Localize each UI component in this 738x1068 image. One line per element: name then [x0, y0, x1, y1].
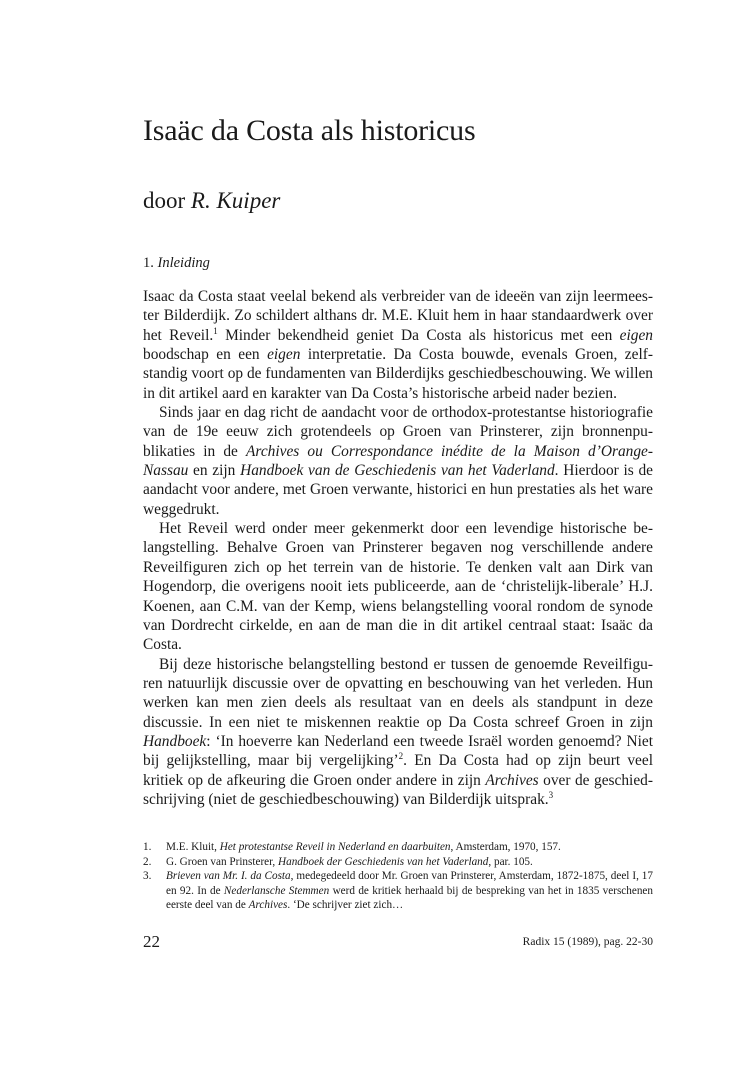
italic-text: Handboek [143, 732, 207, 750]
italic-text: eigen [267, 346, 301, 364]
article-author [143, 188, 280, 214]
text-run: over de geschiedschrijving (niet de geschiedbeschouwing) van Bilderdijk uitsprak. [143, 771, 653, 808]
footnotes [143, 840, 653, 913]
text-run: en zijn [188, 462, 241, 480]
text-run: G. Groen van Prinsterer, [166, 855, 279, 868]
footnote-text [166, 869, 653, 913]
italic-text: Archives [248, 899, 288, 912]
text-run: . En Da Costa had op zijn beurt veel kritiek op de afkeuring die Groen onder andere in zijn [143, 752, 653, 789]
text-run: boodschap en een [143, 346, 268, 364]
footnote-number: 2. [143, 855, 152, 868]
text-run: Sinds jaar en dag richt de aandacht voor de orthodox-protestantse historiografie van de 19e eeuw zich grotendeels op Groen van Prinsterer, zijn bronnenpublikaties in de [143, 404, 653, 460]
paragraph [143, 655, 653, 810]
text-run: M.E. Kluit, [166, 841, 220, 853]
footnote-text [166, 855, 653, 870]
footnote-number: 3. [143, 870, 152, 883]
footnote [143, 855, 653, 870]
footnote [143, 840, 653, 855]
article-title: Isaäc da Costa als historicus [143, 114, 476, 147]
italic-text: Brieven van Mr. I. da Costa [166, 870, 291, 883]
section-heading [143, 255, 210, 272]
italic-text: Handboek van de Geschiedenis van het Vaderland [240, 462, 555, 480]
footnote [143, 869, 653, 913]
section-title: Inleiding [157, 255, 210, 271]
text-run: , par. 105. [488, 855, 533, 868]
text-run: Isaac da Costa staat veelal bekend als verbreider van de ideeën van zijn leermeester Bilderdijk. Zo schildert althans dr. M.E. Kluit hem in haar standaardwerk over het Reveil. [143, 288, 653, 344]
paragraph [143, 519, 653, 654]
text-run: Het Reveil werd onder meer gekenmerkt door een levendige historische belangstelling. Behalve Groen van Prinsterer begaven nog verschillende andere Reveilfiguren zich op het terrein van de historie. Te denken valt aan Dirk van Hogendorp, die overigens nooit iets publiceerde, aan de ‘christelijk-liberale’ H.J. Koenen, aan C.M. van der Kemp, wiens belangstelling vooral rondom de synode van Dordrecht cirkelde, en aan de man die in dit artikel centraal staat: Isaäc da Costa. [143, 520, 653, 654]
italic-text: Nederlansche Stemmen [223, 884, 330, 897]
journal-reference: Radix 15 (1989), pag. 22-30 [522, 936, 653, 948]
text-run: , medegedeeld door Mr. Groen van Prinsterer, Amsterdam, 1872-1875, deel I, 17 en 92. In de [166, 870, 653, 897]
footnote-reference[interactable]: 2 [398, 751, 404, 762]
text-run: . Hierdoor is de aandacht voor andere, met Groen verwante, historici en hun prestaties als het ware weggedrukt. [143, 462, 653, 518]
paragraph [143, 403, 653, 519]
page-number: 22 [143, 932, 160, 951]
text-run: Minder bekendheid geniet Da Costa als historicus met een [217, 326, 620, 344]
italic-text: eigen [619, 326, 653, 344]
article-body [143, 287, 653, 809]
footnote-text [166, 840, 653, 855]
text-run: : ‘In hoeverre kan Nederland een tweede Israël worden genoemd? Niet bij gelijkstelling, maar bij vergelijking’ [143, 732, 653, 770]
text-run: interpretatie. Da Costa bouwde, evenals Groen, zelfstandig voort op de fundamenten van Bilderdijks geschiedbeschouwing. We willen in dit artikel aard en karakter van Da Costa’s historische arbeid nader bezien. [143, 346, 653, 402]
text-run: , Amsterdam, 1970, 157. [450, 841, 561, 853]
text-run: . ‘De schrijver ziet zich… [287, 899, 404, 912]
italic-text: Het protestantse Reveil in Nederland en daarbuiten [219, 841, 451, 853]
italic-text: Archives [485, 771, 539, 789]
author-prefix: door [143, 188, 191, 213]
paragraph [143, 287, 653, 403]
footnote-reference[interactable]: 1 [213, 325, 218, 336]
footnote-number: 1. [143, 841, 152, 853]
text-run: werd de kritiek herhaald bij de bespreking van het in 1835 verschenen eerste deel van de [166, 884, 653, 912]
text-run: Bij deze historische belangstelling bestond er tussen de genoemde Reveilfiguren natuurlijk discussie over de opvatting en beschouwing van het verleden. Hun werken kan men zien deels als resultaat van en deels als standpunt in deze discussie. In een niet te miskennen reaktie op Da Costa schreef Groen in zijn [143, 655, 653, 731]
section-number: 1. [143, 255, 158, 271]
footnote-reference[interactable]: 3 [548, 789, 554, 800]
author-name: R. Kuiper [190, 188, 281, 213]
italic-text: Archives ou Correspondance inédite de la Maison d’Orange-Nassau [143, 442, 654, 480]
italic-text: Handboek der Geschiedenis van het Vaderland [278, 855, 489, 868]
